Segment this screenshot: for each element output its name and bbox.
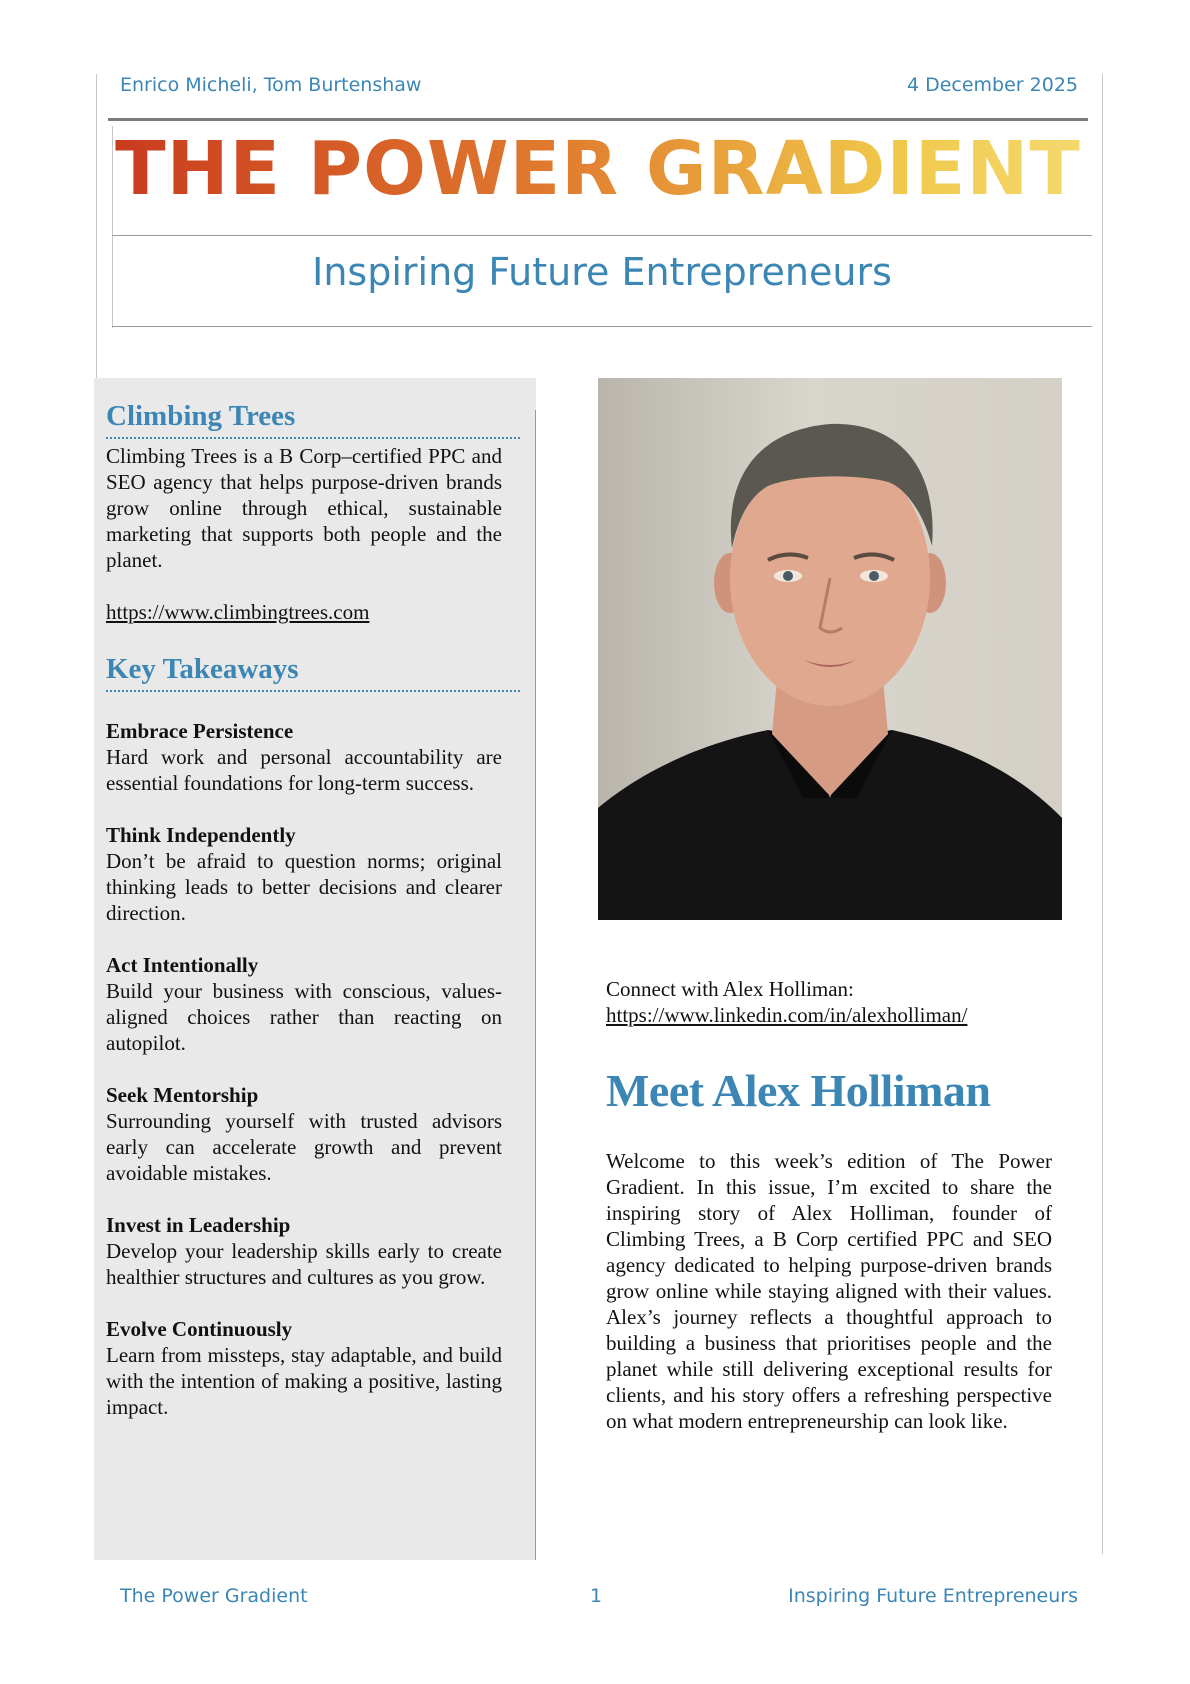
masthead-border [112,126,113,328]
takeaway-body: Surrounding yourself with trusted advisors early can accelerate growth and prevent avoidable mistakes. [106,1109,502,1185]
page-number: 1 [590,1585,603,1607]
takeaway-item [106,1212,502,1290]
takeaway-body: Build your business with conscious, values-aligned choices rather than reacting on autopilot. [106,979,502,1055]
footer-left: The Power Gradient [120,1585,308,1607]
takeaway-body: Learn from missteps, stay adaptable, and build with the intention of making a positive, lasting impact. [106,1343,502,1419]
linkedin-link[interactable]: https://www.linkedin.com/in/alexholliman/ [606,1003,968,1027]
footer-right: Inspiring Future Entrepreneurs [788,1585,1078,1607]
company-link[interactable]: https://www.climbingtrees.com [106,600,370,624]
takeaway-body: Develop your leadership skills early to create healthier structures and cultures as you grow. [106,1239,502,1289]
header-date: 4 December 2025 [906,74,1078,96]
takeaway-item [106,1082,502,1186]
takeaways-heading: Key Takeaways [106,653,520,692]
header-authors: Enrico Micheli, Tom Burtenshaw [120,74,422,96]
takeaway-title: Seek Mentorship [106,1083,259,1107]
article-intro: Welcome to this week’s edition of The Power Gradient. In this issue, I’m excited to share the inspiring story of Alex Holliman, founder of Climbing Trees, a B Corp certified PPC and SEO agency dedicated to helping purpose-driven brands grow online while staying aligned with their values. Alex’s journey reflects a thoughtful approach to building a business that prioritises people and the planet while still delivering exceptional results for clients, and his story offers a refreshing perspective on what modern entrepreneurship can look like. [606,1149,1052,1433]
page-border-right [1102,74,1103,1554]
connect-block [606,976,1066,1028]
takeaway-title: Embrace Persistence [106,719,294,743]
sidebar-content [106,400,502,1420]
masthead-title: THE POWER GRADIENT [108,126,1088,212]
tagline: Inspiring Future Entrepreneurs [312,250,892,294]
portrait-photo [598,378,1062,920]
takeaway-body: Don’t be afraid to question norms; original thinking leads to better decisions and clearer direction. [106,849,502,925]
takeaway-title: Evolve Continuously [106,1317,293,1341]
masthead-bottom-rule [112,326,1092,327]
company-description: Climbing Trees is a B Corp–certified PPC and SEO agency that helps purpose-driven brands grow online through ethical, sustainable marketing that supports both people and the planet. [106,444,502,572]
takeaway-item [106,822,502,926]
masthead-top-rule [108,118,1088,121]
portrait-illustration [598,378,1062,920]
takeaway-title: Act Intentionally [106,953,259,977]
company-heading: Climbing Trees [106,400,520,439]
takeaway-body: Hard work and personal accountability are essential foundations for long-term success. [106,745,502,795]
sidebar-edge [535,410,536,1560]
masthead-divider [112,235,1092,236]
takeaway-title: Think Independently [106,823,296,847]
connect-label: Connect with Alex Holliman: [606,977,854,1001]
article-title: Meet Alex Holliman [606,1065,991,1116]
takeaway-item [106,952,502,1056]
takeaway-item [106,1316,502,1420]
takeaway-item [106,718,502,796]
takeaway-title: Invest in Leadership [106,1213,291,1237]
